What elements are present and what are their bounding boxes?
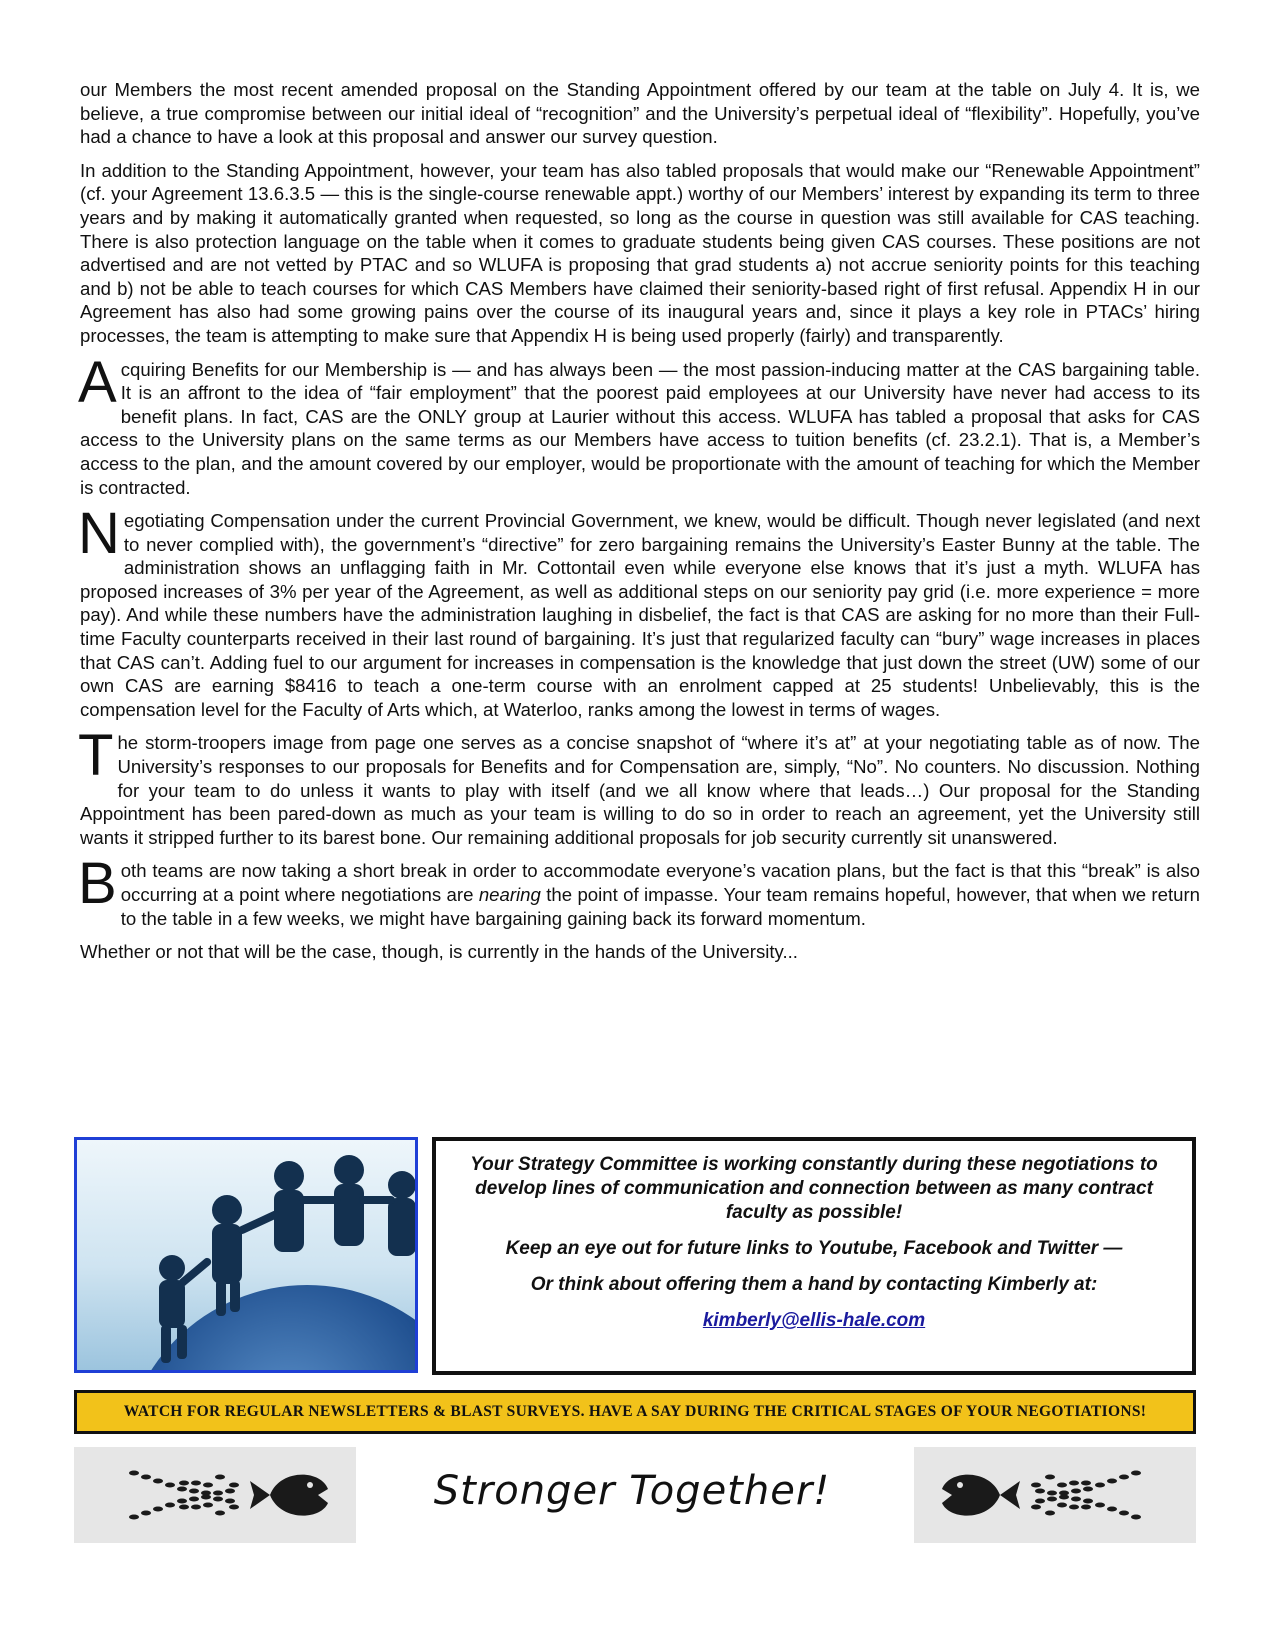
paragraph-1: our Members the most recent amended proposal on the Standing Appointment offered by our team at the table on July 4. It is, we believe, a true compromise between our initial ideal of “recognition” and the University’s perpetual ideal of “flexibility”. Hopefully, you’ve had a chance to have a look at this proposal and answer our survey question. [80, 79, 1200, 148]
fish-school-image-right [914, 1447, 1196, 1543]
paragraph-storm-troopers [78, 723, 1200, 849]
strategy-committee-box [432, 1137, 1196, 1375]
paragraph-break [78, 851, 1200, 930]
emphasis-text: nearing [478, 884, 541, 905]
newsletter-banner: WATCH FOR REGULAR NEWSLETTERS & BLAST SURVEYS. HAVE A SAY DURING THE CRITICAL STAGES OF YOUR NEGOTIATIONS! [74, 1390, 1196, 1434]
strategy-message: Your Strategy Committee is working constantly during these negotiations to develop lines of communication and connection between as many contract faculty as possible! [470, 1154, 1158, 1223]
paragraph-compensation [78, 501, 1200, 721]
paragraph-text: oth teams are now taking a short break in order to accommodate everyone’s vacation plans, but the fact is that this “break” is also occurring at a point where negotiations are [120, 860, 1200, 905]
drop-cap: N [78, 501, 120, 567]
slogan: Stronger Together! [433, 1468, 831, 1514]
paragraph-closing: Whether or not that will be the case, though, is currently in the hands of the University... [80, 941, 798, 963]
drop-cap: B [78, 851, 117, 917]
fish-icon [74, 1447, 356, 1543]
social-links-note: Keep an eye out for future links to Youtube, Facebook and Twitter — [505, 1238, 1123, 1259]
contact-note: Or think about offering them a hand by contacting Kimberly at: [530, 1274, 1098, 1295]
fish-school-image-left [74, 1447, 356, 1543]
paragraph-2: In addition to the Standing Appointment, however, your team has also tabled proposals that would make our “Renewable Appointment” (cf. your Agreement 13.6.3.5 — this is the single-course renewable appt.) worthy of our Members’ interest by expanding its term to three years and by making it automatically granted when requested, so long as the course in question was still available for CAS teaching. There is also protection language on the table when it comes to graduate students being given CAS courses. These positions are not advertised and are not vetted by PTAC and so WLUFA is proposing that grad students a) not accrue seniority points for this teaching and b) not be able to teach courses for which CAS Members have claimed their seniority-based right of first refusal. Appendix H in our Agreement has also had some growing pains over the course of its inaugural years and, since it plays a key role in PTACs’ hiring processes, the team is attempting to make sure that Appendix H is being used properly (fairly) and transparently. [80, 159, 1200, 346]
paragraph-benefits [78, 349, 1200, 500]
unity-globe-image [74, 1137, 418, 1373]
paragraph-text: he storm-troopers image from page one serves as a concise snapshot of “where it’s at” at your negotiating table as of now. The University’s responses to our proposals for Benefits and for Compensation are, simply, “No”. No counters. No discussion. Nothing for your team to do unless it wants to play with itself (and we all know where that leads…) Our proposal for the Standing Appointment has been pared-down as much as your team is willing to do so in order to reach an agreement, yet the University still wants it stripped further to its barest bone. Our remaining additional proposals for job security currently sit unanswered. [80, 732, 1200, 848]
paragraph-text: cquiring Benefits for our Membership is — and has always been — the most passion-inducing matter at the CAS bargaining table. It is an affront to the idea of “fair employment” that the poorest paid employees at our University have never had access to its benefit plans. In fact, CAS are the ONLY group at Laurier without this access. WLUFA has tabled a proposal that asks for CAS access to the University plans on the same terms as our Members have access to tuition benefits (cf. 23.2.1). That is, a Member’s access to the plan, and the amount covered by our employer, would be proportionate with the amount of teaching for which the Member is contracted. [80, 358, 1200, 498]
people-globe-icon [77, 1140, 415, 1370]
drop-cap: A [78, 349, 117, 415]
email-link[interactable]: kimberly@ellis-hale.com [702, 1310, 926, 1331]
drop-cap: T [78, 723, 114, 789]
fish-icon [914, 1447, 1196, 1543]
paragraph-text: the point of impasse. Your team remains hopeful, however, that when we return to the table in a few weeks, we might have bargaining gaining back its forward momentum. [120, 884, 1200, 929]
article-body [80, 78, 1200, 974]
paragraph-text: egotiating Compensation under the current Provincial Government, we knew, would be difficult. Though never legislated (and next to never complied with), the government’s “directive” for zero bargaining remains the University’s Easter Bunny at the table. The administration shows an unflagging faith in Mr. Cottontail even while everyone else knows that it’s just a myth. WLUFA has proposed increases of 3% per year of the Agreement, as well as additional steps on our seniority pay grid (i.e. more experience = more pay). And while these numbers have the administration laughing in disbelief, the fact is that CAS are asking for no more than their Full-time Faculty counterparts received in their last round of bargaining. It’s just that regularized faculty can “bury” wage increases in places that CAS can’t. Adding fuel to our argument for increases in compensation is the knowledge that just down the street (UW) some of our own CAS are earning $8416 to teach a one-term course with an enrolment capped at 25 students! Unbelievably, this is the compensation level for the Faculty of Arts which, at Waterloo, ranks among the lowest in terms of wages. [80, 510, 1200, 720]
